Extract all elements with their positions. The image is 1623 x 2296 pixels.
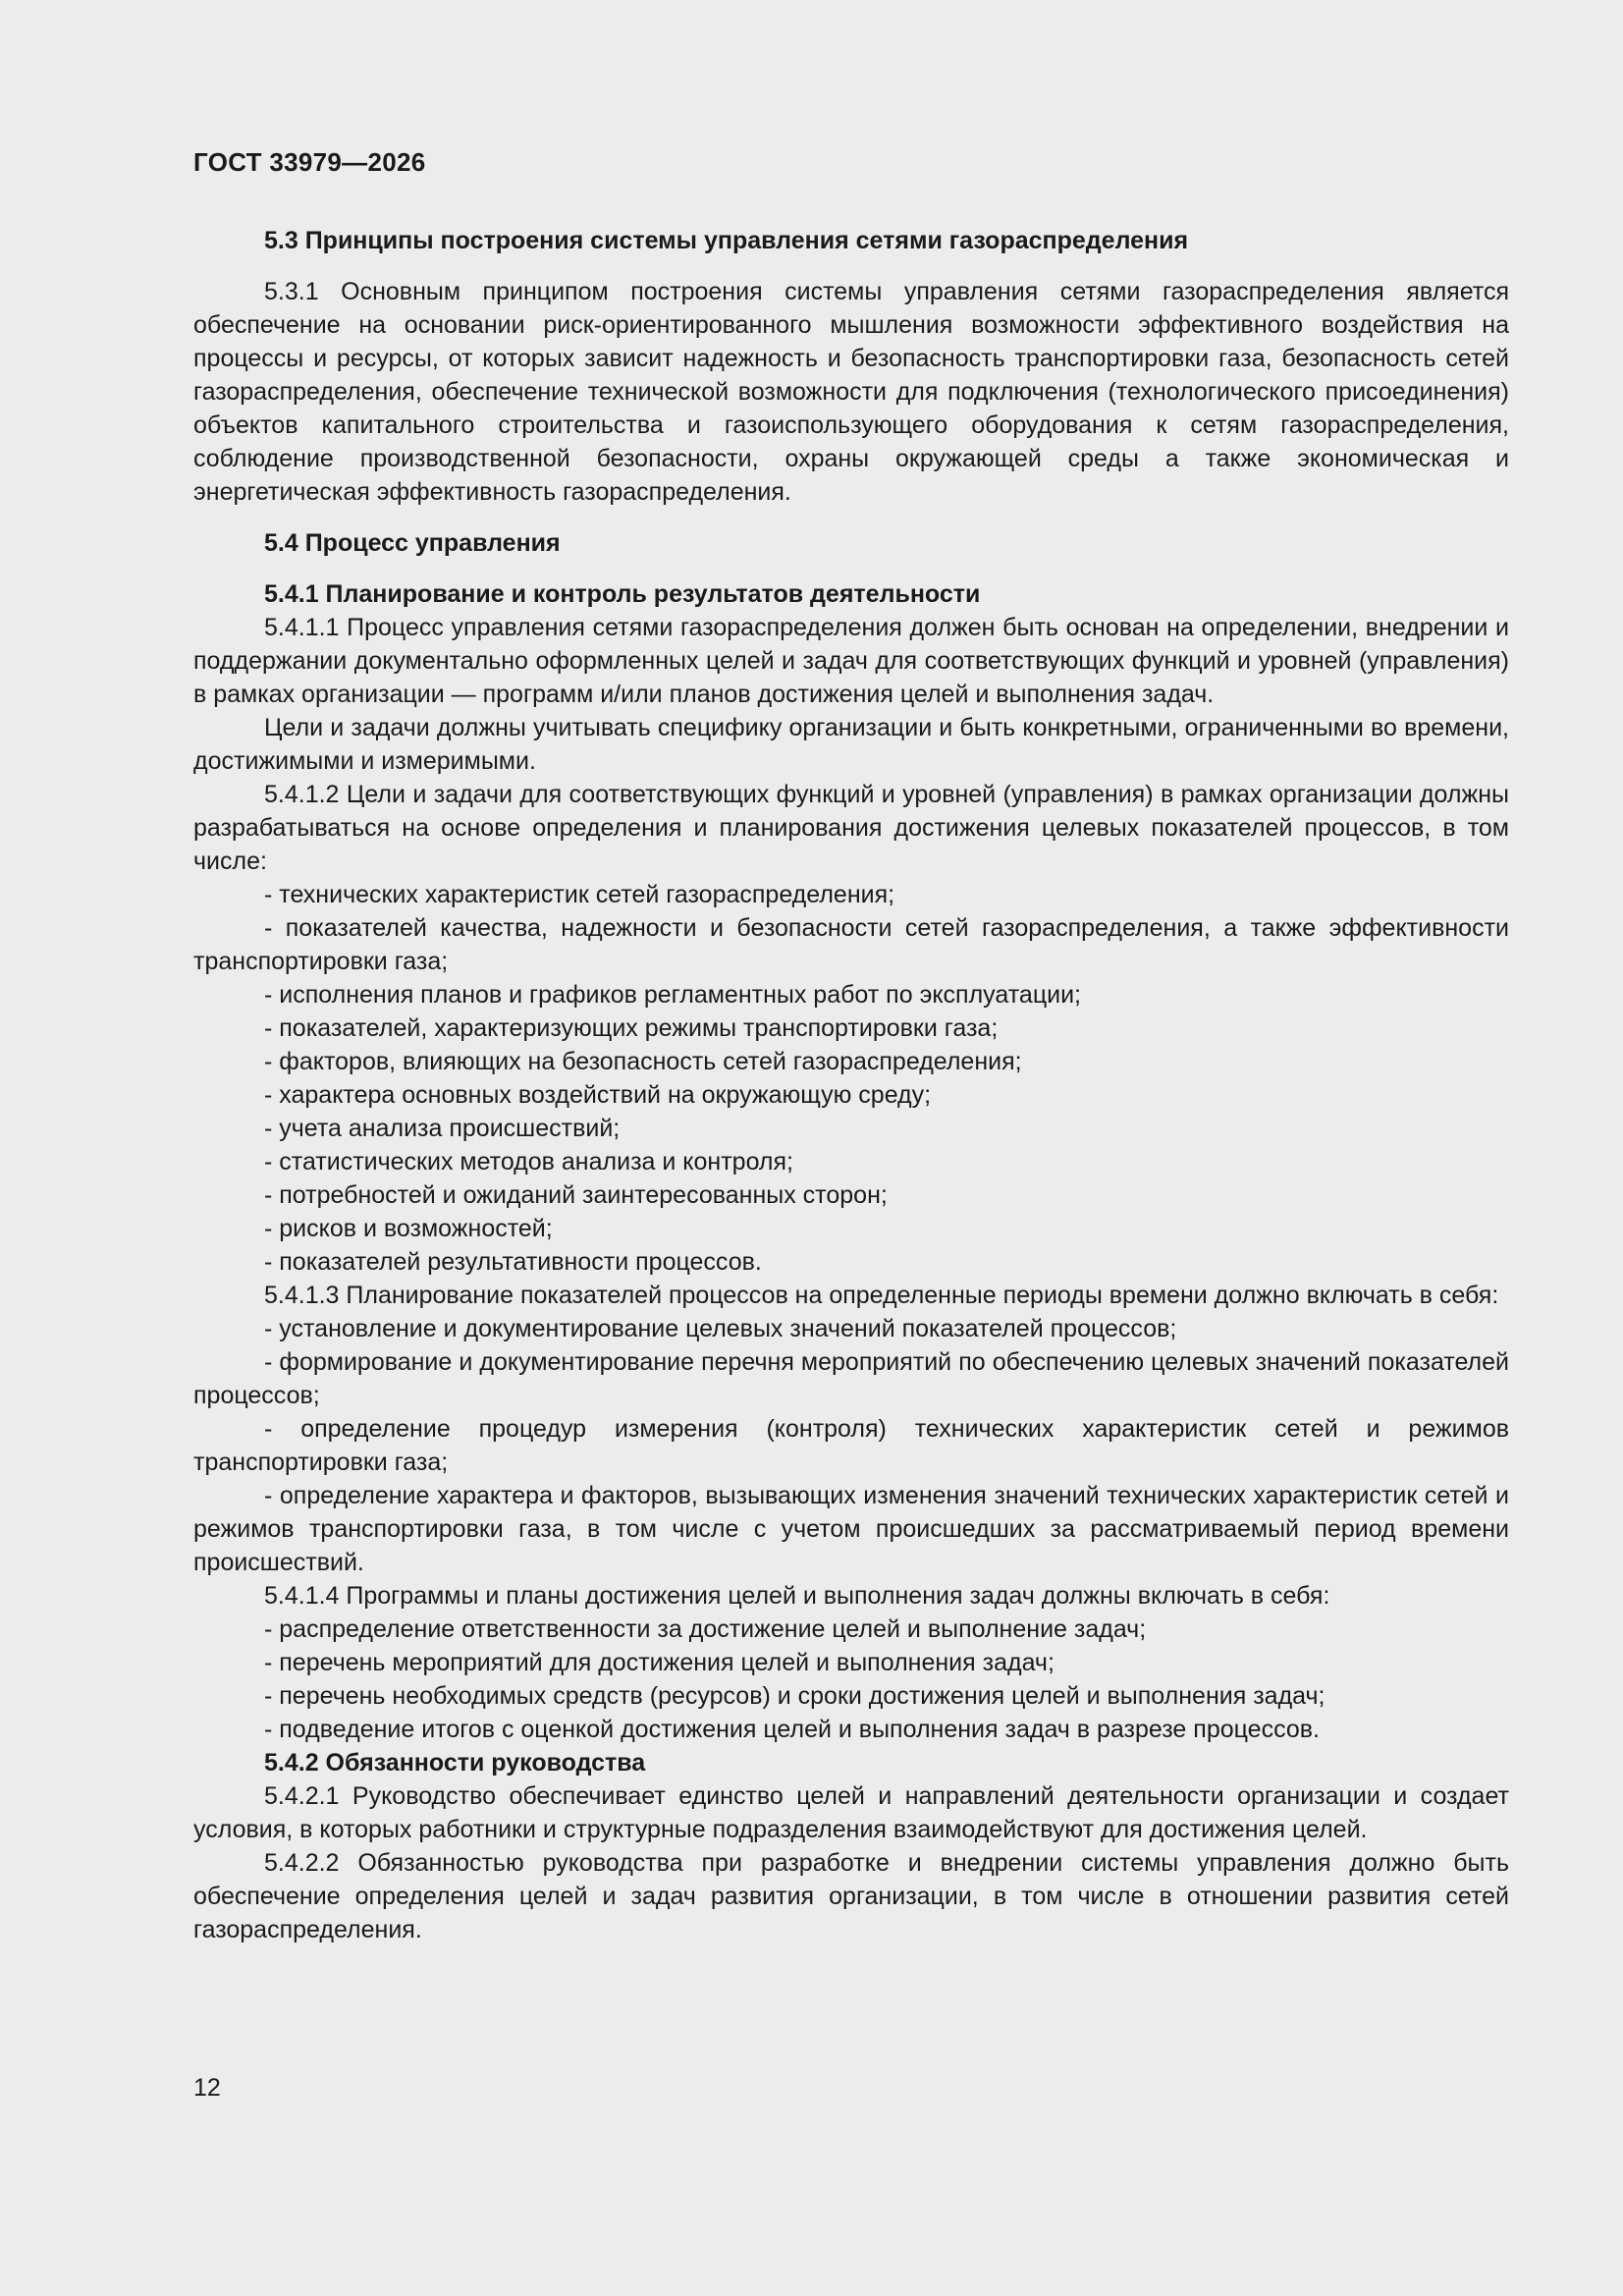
standard-designation: ГОСТ 33979—2026 [193, 147, 426, 177]
list-item: - исполнения планов и графиков регламентных работ по эксплуатации; [264, 981, 1082, 1009]
list-item: - определение процедур измерения (контроля) технических характеристик сетей и режимов транспортировки газа; [193, 1415, 1509, 1476]
paragraph-5-4-2-2: 5.4.2.2 Обязанностью руководства при разработке и внедрении системы управления должно быть обеспечение определения целей и задач развития организации, в том числе в отношении развития сетей газораспределения. [193, 1849, 1509, 1943]
subsection-heading-5-4-1: 5.4.1 Планирование и контроль результатов деятельности [264, 580, 981, 608]
list-item: - показателей результативности процессов. [264, 1248, 762, 1276]
paragraph-5-4-1-4: 5.4.1.4 Программы и планы достижения целей и выполнения задач должны включать в себя: [264, 1582, 1330, 1610]
list-item: - перечень необходимых средств (ресурсов) и сроки достижения целей и выполнения задач; [264, 1682, 1325, 1710]
list-item: - перечень мероприятий для достижения целей и выполнения задач; [264, 1649, 1055, 1676]
list-item: - статистических методов анализа и контроля; [264, 1148, 794, 1175]
section-heading-5-4: 5.4 Процесс управления [264, 529, 561, 557]
paragraph-5-3-1: 5.3.1 Основным принципом построения системы управления сетями газораспределения является обеспечение на основании риск-ориентированного мышления возможности эффективного воздействия на процессы и ресурсы, от которых зависит надежность и безопасность транспортировки газа, безопасность сетей газораспределения, обеспечение технической возможности для подключения (технологического присоединения) объектов капитального строительства и газоиспользующего оборудования к сетям газораспределения, соблюдение производственной безопасности, охраны окружающей среды а также экономическая и энергетическая эффективность газораспределения. [193, 278, 1509, 506]
list-item: - распределение ответственности за достижение целей и выполнение задач; [264, 1615, 1147, 1643]
list-item: - учета анализа происшествий; [264, 1115, 621, 1142]
list-item: - определение характера и факторов, вызывающих изменения значений технических характеристик сетей и режимов транспортировки газа, в том числе с учетом происшедших за рассматриваемый период времени происшествий. [193, 1482, 1509, 1576]
paragraph-5-4-1-3: 5.4.1.3 Планирование показателей процессов на определенные периоды времени должно включать в себя: [264, 1282, 1499, 1309]
paragraph-5-4-1-2: 5.4.1.2 Цели и задачи для соответствующих функций и уровней (управления) в рамках организации должны разрабатываться на основе определения и планирования достижения целевых показателей процессов, в том числе: [193, 781, 1509, 875]
list-item: - формирование и документирование перечня мероприятий по обеспечению целевых значений показателей процессов; [193, 1348, 1509, 1409]
paragraph-5-4-2-1: 5.4.2.1 Руководство обеспечивает единство целей и направлений деятельности организации и создает условия, в которых работники и структурные подразделения взаимодействуют для достижения целей. [193, 1782, 1509, 1843]
list-item: - рисков и возможностей; [264, 1215, 553, 1242]
list-item: - технических характеристик сетей газораспределения; [264, 881, 895, 908]
list-item: - подведение итогов с оценкой достижения целей и выполнения задач в разрезе процессов. [264, 1716, 1320, 1743]
page-number: 12 [193, 2074, 221, 2102]
list-item: - характера основных воздействий на окружающую среду; [264, 1081, 932, 1109]
section-heading-5-3: 5.3 Принципы построения системы управления сетями газораспределения [264, 227, 1189, 254]
document-body [193, 224, 1509, 1946]
paragraph-5-4-1-1: 5.4.1.1 Процесс управления сетями газораспределения должен быть основан на определении, внедрении и поддержании документально оформленных целей и задач для соответствующих функций и уровней (управления) в рамках организации — программ и/или планов достижения целей и выполнения задач. [193, 614, 1509, 708]
list-item: - потребностей и ожиданий заинтересованных сторон; [264, 1181, 888, 1209]
paragraph: Цели и задачи должны учитывать специфику организации и быть конкретными, ограниченными во времени, достижимыми и измеримыми. [193, 714, 1509, 775]
list-item: - факторов, влияющих на безопасность сетей газораспределения; [264, 1048, 1022, 1075]
list-item: - показателей качества, надежности и безопасности сетей газораспределения, а также эффективности транспортировки газа; [193, 914, 1509, 975]
list-item: - показателей, характеризующих режимы транспортировки газа; [264, 1014, 999, 1042]
list-item: - установление и документирование целевых значений показателей процессов; [264, 1315, 1177, 1342]
subsection-heading-5-4-2: 5.4.2 Обязанности руководства [264, 1749, 646, 1777]
